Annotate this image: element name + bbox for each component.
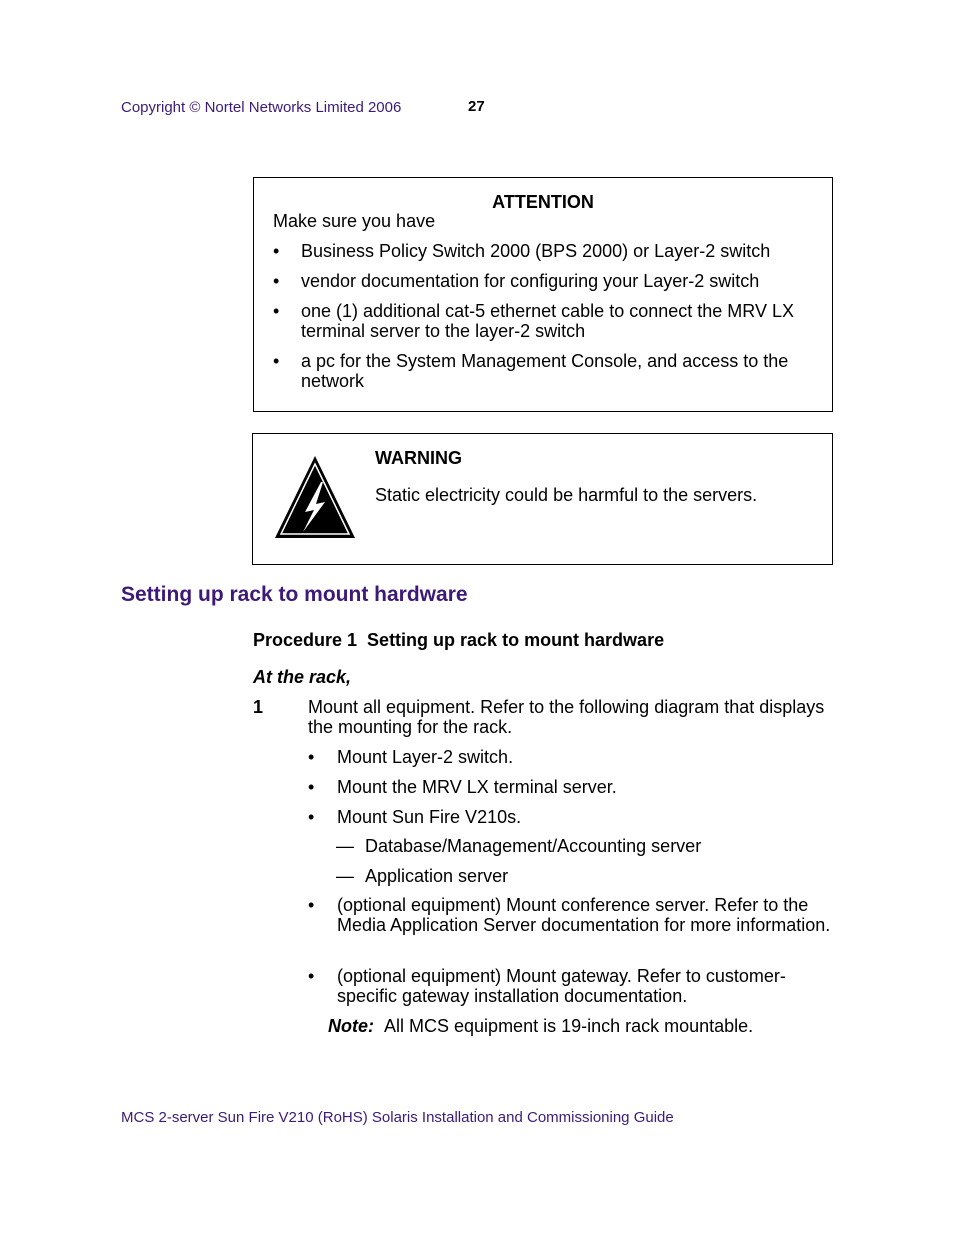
note-label: Note: — [328, 1016, 374, 1036]
attention-item — [273, 241, 818, 261]
sub-list-item-text: Application server — [365, 866, 509, 886]
bullet-marker: • — [273, 301, 280, 321]
bullet-marker: • — [308, 966, 315, 986]
bullet-marker: • — [273, 351, 280, 371]
attention-item — [273, 271, 818, 291]
bullet-marker: • — [308, 895, 315, 915]
bullet-marker: • — [308, 807, 315, 827]
attention-item-text: vendor documentation for configuring your Layer-2 switch — [301, 271, 760, 291]
dash-marker: — — [336, 866, 354, 886]
lightning-warning-icon — [273, 454, 357, 540]
note-text: All MCS equipment is 19-inch rack mountable. — [384, 1016, 754, 1036]
attention-intro: Make sure you have — [273, 211, 436, 231]
page-number: 27 — [468, 98, 485, 115]
attention-title: ATTENTION — [492, 192, 594, 212]
warning-box — [252, 433, 833, 565]
bullet-marker: • — [308, 747, 315, 767]
copyright-notice: Copyright © Nortel Networks Limited 2006 — [121, 99, 402, 116]
sub-list-item-text: Database/Management/Accounting server — [365, 836, 702, 856]
list-item-text: (optional equipment) Mount conference server. Refer to the Media Application Server documentation for more information. — [337, 895, 831, 935]
procedure-heading — [253, 630, 664, 651]
warning-text: Static electricity could be harmful to the servers. — [375, 485, 758, 505]
bullet-marker: • — [308, 777, 315, 797]
list-item-text: Mount Layer-2 switch. — [337, 747, 514, 767]
attention-item-text: Business Policy Switch 2000 (BPS 2000) or Layer-2 switch — [301, 241, 771, 261]
procedure-location: At the rack, — [253, 667, 352, 687]
warning-title: WARNING — [375, 448, 462, 468]
attention-box — [253, 177, 833, 412]
footer-title: MCS 2-server Sun Fire V210 (RoHS) Solaris Installation and Commissioning Guide — [121, 1109, 674, 1126]
attention-item-text: a pc for the System Management Console, and access to the network — [301, 351, 789, 391]
dash-marker: — — [336, 836, 354, 856]
step-text: Mount all equipment. Refer to the following diagram that displays the mounting for the rack. — [308, 697, 825, 737]
section-title: Setting up rack to mount hardware — [121, 583, 468, 606]
bullet-marker: • — [273, 241, 280, 261]
list-item-text: (optional equipment) Mount gateway. Refer to customer-specific gateway installation documentation. — [337, 966, 786, 1006]
procedure-label: Procedure 1 — [253, 630, 358, 650]
list-item-text: Mount the MRV LX terminal server. — [337, 777, 617, 797]
attention-item — [273, 351, 818, 391]
procedure-title: Setting up rack to mount hardware — [367, 630, 665, 650]
bullet-marker: • — [273, 271, 280, 291]
attention-item — [273, 301, 818, 341]
note — [328, 1016, 753, 1037]
attention-item-text: one (1) additional cat-5 ethernet cable to connect the MRV LX terminal server to the layer-2 switch — [301, 301, 794, 341]
list-item-text: Mount Sun Fire V210s. — [337, 807, 522, 827]
attention-list — [273, 241, 818, 401]
step-number: 1 — [253, 697, 264, 717]
